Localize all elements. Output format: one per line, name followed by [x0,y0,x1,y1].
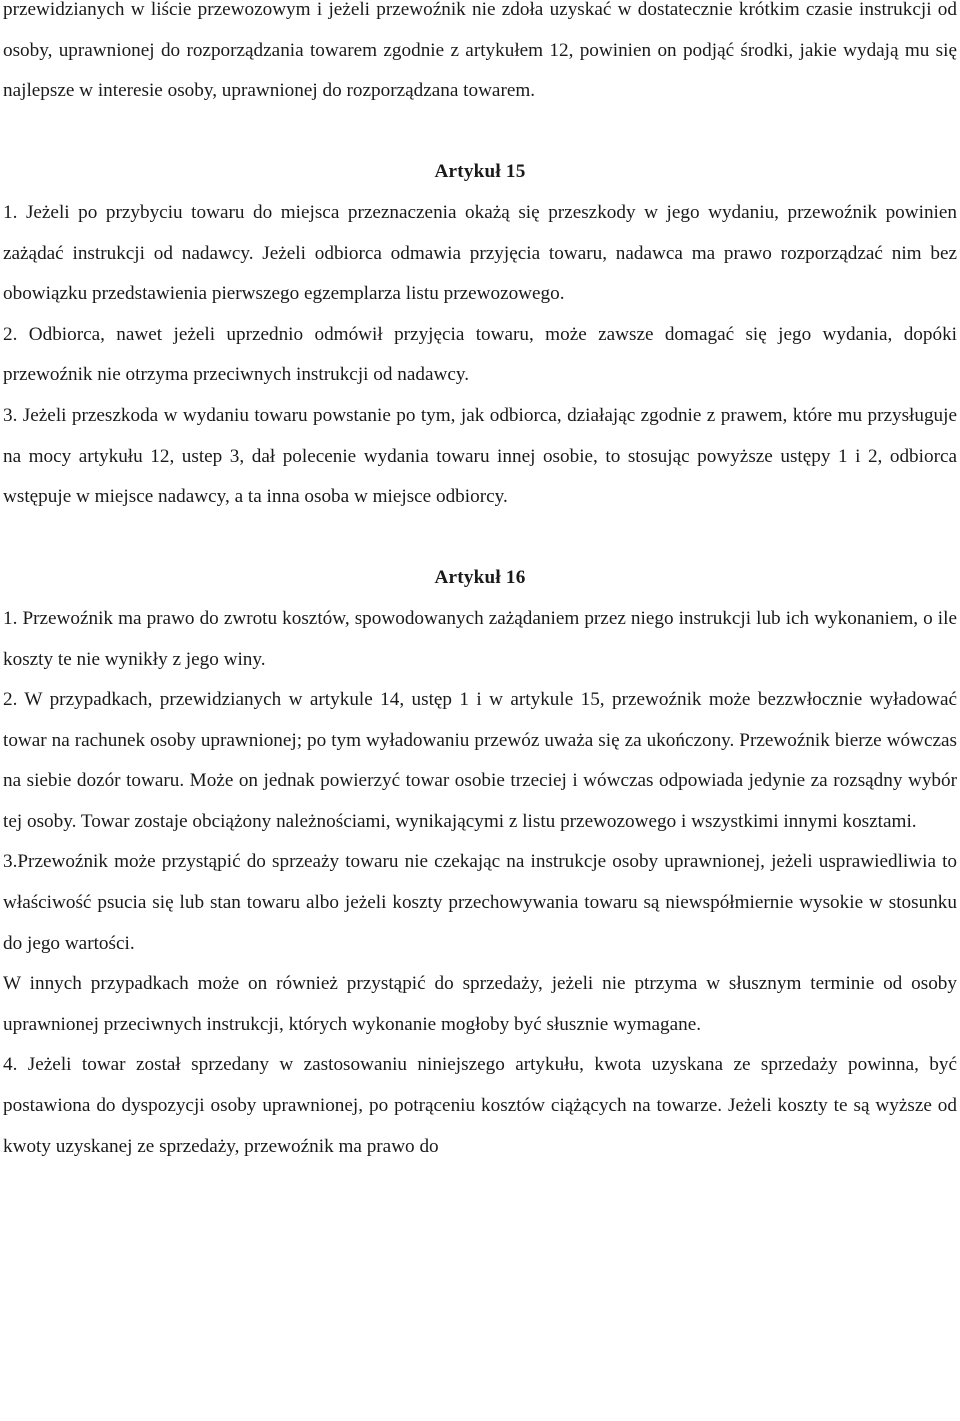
spacer [3,112,957,153]
article-16-paragraph-3: 3.Przewoźnik może przystąpić do sprzeaży towaru nie czekając na instrukcje osoby uprawnionej, jeżeli usprawiedliwia to właściwość psucia się lub stan towaru albo jeżeli koszty przechowywania towaru są niewspółmiernie wysokie w stosunku do jego wartości. [3,851,957,954]
article-15-heading: Artykuł 15 [434,161,526,183]
intro-paragraph: przewidzianych w liście przewozowym i jeżeli przewoźnik nie zdoła uzyskać w dostatecznie krótkim czasie instrukcji od osoby, uprawnionej do rozporządzania towarem zgodnie z artykułem 12, powinien on podjąć środki, jakie wydają mu się najlepsze w interesie osoby, uprawnionej do rozporządzana towarem. [3,0,957,102]
article-16-heading: Artykuł 16 [434,567,526,589]
article-16-paragraph-4: 4. Jeżeli towar został sprzedany w zastosowaniu niniejszego artykułu, kwota uzyskana ze sprzedaży powinna, być postawiona do dyspozycji osoby uprawnionej, po potrąceniu kosztów ciążących na towarze. Jeżeli koszty te są wyższe od kwoty uzyskanej ze sprzedaży, przewoźnik ma prawo do [3,1054,957,1157]
article-16-paragraph-2: 2. W przypadkach, przewidzianych w artykule 14, ustęp 1 i w artykule 15, przewoźnik może bezzwłocznie wyładować towar na rachunek osoby uprawnionej; po tym wyładowaniu przewóz uważa się za ukończony. Przewoźnik bierze wówczas na siebie dozór towaru. Może on jednak powierzyć towar osobie trzeciej i wówczas odpowiada jedynie za rozsądny wybór tej osoby. Towar zostaje obciążony należnościami, wynikającymi z listu przewozowego i wszystkimi innymi kosztami. [3,689,957,832]
article-15-paragraph-1: 1. Jeżeli po przybyciu towaru do miejsca przeznaczenia okażą się przeszkody w jego wydaniu, przewoźnik powinien zażądać instrukcji od nadawcy. Jeżeli odbiorca odmawia przyjęcia towaru, nadawca ma prawo rozporządzać nim bez obowiązku przedstawienia pierwszego egzemplarza listu przewozowego. [3,201,957,305]
document-page [3,0,957,1167]
article-16-paragraph-1: 1. Przewoźnik ma prawo do zwrotu kosztów, spowodowanych zażądaniem przez niego instrukcji lub ich wykonaniem, o ile koszty te nie wynikły z jego winy. [3,607,957,670]
article-15-paragraph-2: 2. Odbiorca, nawet jeżeli uprzednio odmówił przyjęcia towaru, może zawsze domagać się jego wydania, dopóki przewoźnik nie otrzyma przeciwnych instrukcji od nadawcy. [3,323,957,386]
article-15-paragraph-3: 3. Jeżeli przeszkoda w wydaniu towaru powstanie po tym, jak odbiorca, działając zgodnie z prawem, które mu przysługuje na mocy artykułu 12, ustep 3, dał polecenie wydania towaru innej osobie, to stosując powyższe ustępy 1 i 2, odbiorca wstępuje w miejsce nadawcy, a ta inna osoba w miejsce odbiorcy. [3,404,957,508]
article-16-paragraph-3-continued: W innych przypadkach może on również przystąpić do sprzedaży, jeżeli nie ptrzyma w słusznym terminie od osoby uprawnionej przeciwnych instrukcji, których wykonanie mogłoby być słusznie wymagane. [3,973,957,1035]
spacer [3,518,957,559]
